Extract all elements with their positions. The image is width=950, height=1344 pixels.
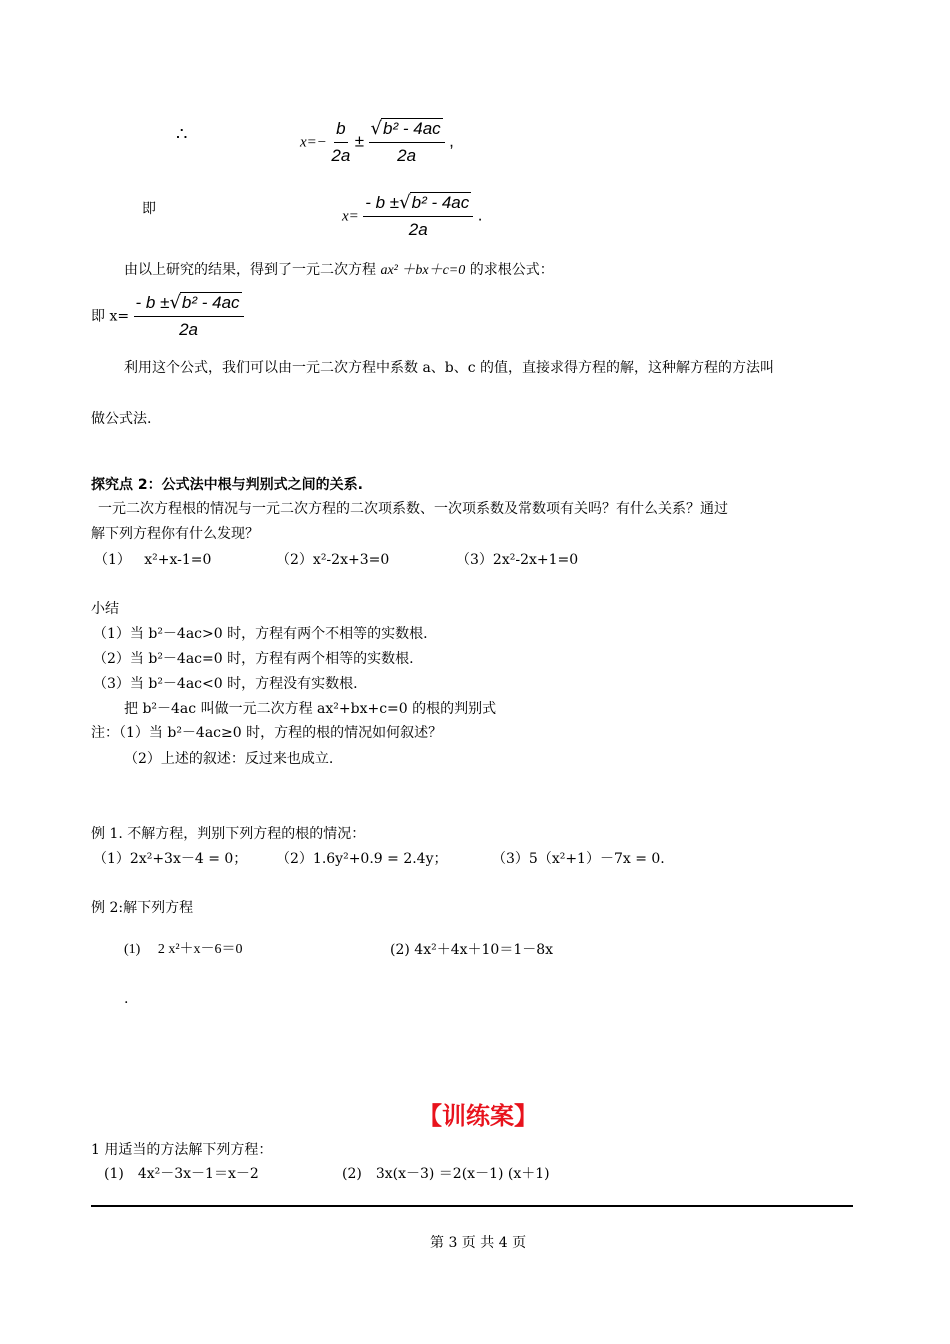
exploration-question-line2: 解下列方程你有什么发现？ — [91, 526, 259, 542]
example2-item-1: (1) 2 x²＋x－6＝0 — [124, 942, 243, 957]
training-item-2: (2) 3x(x－3) ＝2(x－1) (x＋1) — [342, 1166, 550, 1182]
fraction-b-over-2a: $\frac{b}{2a}$ — [331, 119, 351, 165]
usage-paragraph-line2: 做公式法. — [91, 411, 152, 427]
usage-paragraph-line1: 利用这个公式，我们可以由一元二次方程中系数 a、b、c 的值，直接求得方程的解，这种解方程的方法叫 — [124, 360, 775, 376]
training-item-1: (1) 4x²－3x－1＝x－2 — [104, 1166, 259, 1182]
summary-title: 小结 — [91, 601, 119, 617]
training-heading: 【训练案】 — [418, 1102, 538, 1130]
exploration-title: 探究点 2：公式法中根与判别式之间的关系. — [91, 477, 363, 493]
root-formula: 即 x= $\frac{\text{- b ±√b² - 4ac}}{2a}$ — [91, 292, 244, 341]
note-1: 注：（1）当 b²－4ac≥0 时，方程的根的情况如何叙述？ — [91, 725, 443, 741]
example2-item-2: (2) 4x²＋4x＋10＝1－8x — [390, 942, 554, 958]
example2-title: 例 2:解下列方程 — [91, 900, 194, 916]
exploration-question-line1: 一元二次方程根的情况与一元二次方程的二次项系数、一次项系数及常数项有关吗？有什么关系？通过 — [98, 501, 728, 517]
example1-item-1: （1）2x²+3x－4 = 0； — [93, 851, 248, 867]
page-number: 第 3 页 共 4 页 — [430, 1235, 527, 1251]
summary-item-2: （2）当 b²－4ac=0 时，方程有两个相等的实数根. — [93, 651, 414, 667]
plus-minus: ± — [354, 131, 365, 151]
example1-item-2: （2）1.6y²+0.9 = 2.4y； — [276, 851, 448, 867]
ji-label: 即 — [142, 201, 156, 217]
training-task: 1 用适当的方法解下列方程： — [91, 1142, 273, 1158]
formula-line-1: x=− $\frac{b}{2a}$ ± $\frac{\text{√b² - 4ac}}{2a}$ , — [300, 118, 454, 165]
footer-divider — [91, 1205, 853, 1207]
formula-lhs: x=− — [300, 134, 327, 151]
sqrt-icon: √ — [169, 292, 181, 313]
discriminant-definition: 把 b²－4ac 叫做一元二次方程 ax²+bx+c=0 的根的判别式 — [124, 701, 497, 717]
fraction-sqrt-over-2a: $\frac{\text{√b² - 4ac}}{2a}$ — [369, 118, 445, 167]
summary-item-3: （3）当 b²－4ac<0 时，方程没有实数根. — [93, 676, 358, 692]
example1-item-3: （3）5（x²+1）－7x = 0. — [492, 851, 665, 867]
sqrt-icon: √ — [370, 118, 383, 139]
formula-line-2: x= $\frac{\text{- b ±√b² - 4ac}}{2a}$ . — [342, 192, 483, 239]
exploration-eq-1: （1） x²+x-1=0 — [94, 552, 212, 568]
exploration-eq-2: （2）x²-2x+3=0 — [276, 552, 390, 568]
example2-dot: . — [124, 991, 129, 1007]
root-formula-fraction: $\frac{\text{- b ±√b² - 4ac}}{2a}$ — [134, 292, 244, 341]
sqrt-icon: √ — [399, 192, 411, 213]
therefore-symbol: ∴ — [176, 124, 188, 145]
example1-title: 例 1. 不解方程，判别下列方程的根的情况： — [91, 826, 366, 842]
quadratic-formula-fraction: $\frac{\text{- b ±√b² - 4ac}}{2a}$ — [363, 192, 473, 241]
result-paragraph: 由以上研究的结果，得到了一元二次方程 ax² ＋bx＋c=0 的求根公式： — [124, 262, 554, 278]
note-2: （2）上述的叙述：反过来也成立. — [124, 751, 334, 767]
summary-item-1: （1）当 b²－4ac>0 时，方程有两个不相等的实数根. — [93, 626, 428, 642]
exploration-eq-3: （3）2x²-2x+1=0 — [456, 552, 579, 568]
